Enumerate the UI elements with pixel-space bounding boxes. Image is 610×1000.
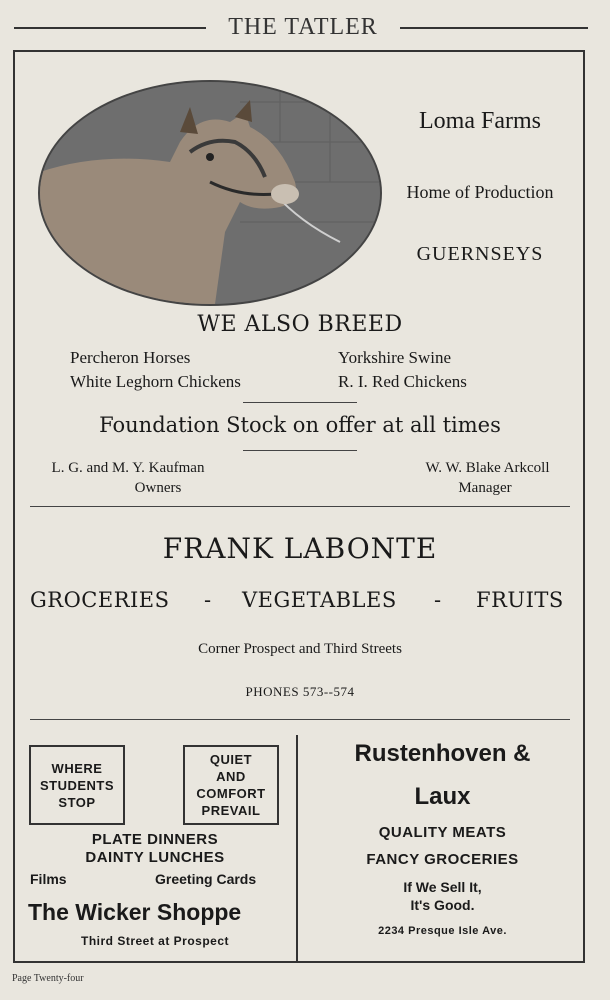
also-breed-heading: WE ALSO BREED — [197, 312, 403, 337]
rust-slogan-line2: It's Good. — [410, 897, 475, 913]
wicker-plate-dinners: PLATE DINNERS — [91, 831, 219, 848]
foundation-stock-text: Foundation Stock on offer at all times — [99, 413, 501, 437]
page-number: Page Twenty-four — [12, 973, 84, 984]
cow-illustration-icon — [40, 82, 380, 304]
wicker-dainty-lunches: DAINTY LUNCHES — [85, 849, 225, 866]
wicker-shoppe-title: The Wicker Shoppe — [28, 899, 242, 925]
loma-farms-title: Loma Farms — [419, 108, 541, 134]
wicker-address: Third Street at Prospect — [80, 934, 230, 948]
product-separator: - — [204, 588, 212, 612]
divider — [243, 402, 357, 403]
divider — [243, 450, 357, 451]
loma-farms-breed: GUERNSEYS — [416, 243, 544, 265]
frank-labonte-title: FRANK LABONTE — [162, 532, 438, 565]
section-divider — [30, 506, 570, 507]
quiet-comfort-box: QUIET AND COMFORT PREVAIL — [183, 745, 279, 825]
product-fruits: FRUITS — [476, 588, 564, 612]
breed-item: White Leghorn Chickens — [70, 372, 241, 391]
section-divider — [30, 719, 570, 720]
manager-name: W. W. Blake Arkcoll — [425, 460, 550, 476]
breed-item: Yorkshire Swine — [338, 348, 452, 367]
labonte-phones: PHONES 573--574 — [245, 684, 355, 699]
rust-slogan-line1: If We Sell It, — [403, 879, 482, 895]
page-title: THE TATLER — [228, 14, 378, 40]
page-header — [0, 14, 610, 44]
owners-names: L. G. and M. Y. Kaufman — [51, 460, 205, 476]
header-rule-right — [400, 27, 588, 29]
product-groceries: GROCERIES — [30, 588, 170, 612]
product-vegetables: VEGETABLES — [242, 588, 397, 612]
rust-quality-meats: QUALITY MEATS — [378, 824, 507, 841]
manager-role: Manager — [458, 480, 512, 496]
labonte-address: Corner Prospect and Third Streets — [198, 641, 402, 657]
wicker-greeting-cards: Greeting Cards — [155, 871, 257, 887]
guernsey-cow-photo — [38, 80, 382, 306]
owners-role: Owners — [134, 480, 182, 496]
column-divider — [296, 735, 298, 962]
breed-item: R. I. Red Chickens — [338, 372, 467, 391]
laux-title: Laux — [414, 783, 471, 810]
rust-fancy-groceries: FANCY GROCERIES — [366, 851, 519, 868]
loma-farms-subtitle: Home of Production — [406, 182, 554, 202]
rust-address: 2234 Presque Isle Ave. — [378, 925, 507, 937]
header-rule-left — [14, 27, 206, 29]
breed-item: Percheron Horses — [70, 348, 191, 367]
wicker-films: Films — [30, 871, 67, 887]
students-stop-box: WHERE STUDENTS STOP — [29, 745, 125, 825]
rustenhoven-title: Rustenhoven & — [354, 740, 531, 767]
product-separator: - — [434, 588, 442, 612]
